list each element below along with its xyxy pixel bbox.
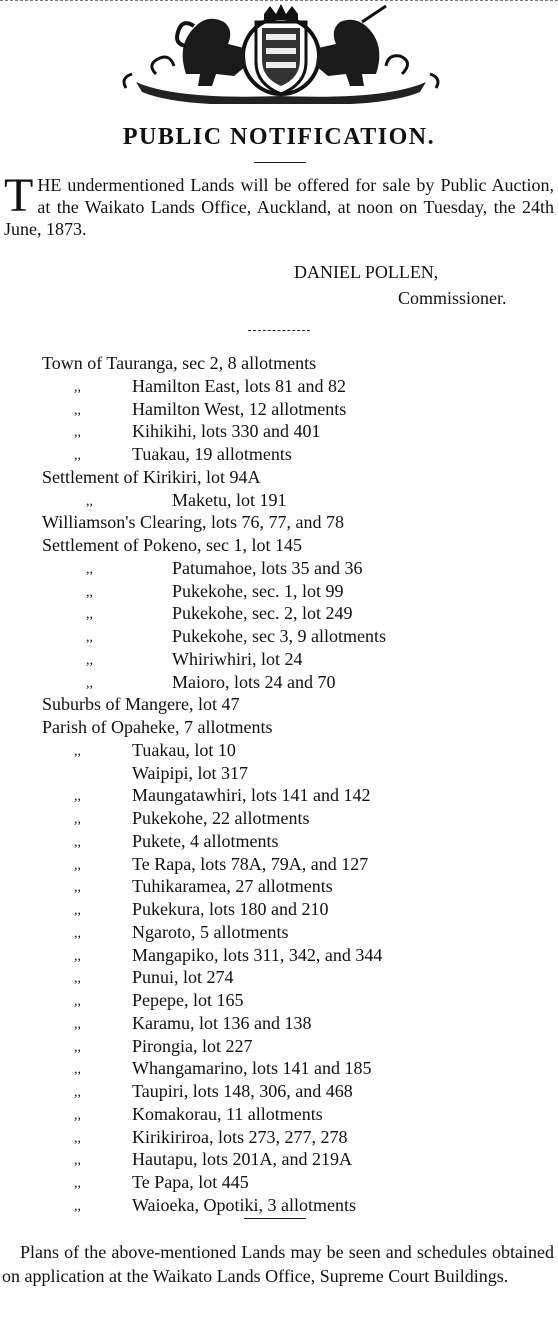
ditto-mark: ,, <box>86 630 93 645</box>
land-list-item <box>0 1103 558 1126</box>
land-list-item <box>0 944 558 967</box>
land-entry-text: Whangamarino, lots 141 and 185 <box>132 1058 372 1079</box>
ditto-mark: ,, <box>74 925 81 941</box>
footer-paragraph: Plans of the above-mentioned Lands may be seen and schedules obtained on application at the Waikato Lands Office, Supreme Court Buildings. <box>2 1242 554 1286</box>
land-entry-text: Mangapiko, lots 311, 342, and 344 <box>132 944 383 965</box>
land-list-item <box>0 921 558 944</box>
ditto-mark: ,, <box>74 1085 81 1100</box>
land-entry-text: Hautapu, lots 201A, and 219A <box>132 1149 352 1170</box>
land-list-item <box>0 466 558 489</box>
land-list-item <box>0 1035 558 1058</box>
land-entry-text: Pirongia, lot 227 <box>132 1035 253 1056</box>
land-list-item <box>0 1126 558 1149</box>
land-list-item <box>0 398 558 421</box>
royal-coat-of-arms-icon <box>116 4 446 104</box>
land-list-item <box>0 1148 558 1171</box>
land-entry-text: Tuhikaramea, 27 allotments <box>132 876 333 897</box>
land-list-item <box>0 625 558 648</box>
land-list-item <box>0 739 558 762</box>
land-entry-text: Ngaroto, 5 allotments <box>132 921 289 942</box>
ditto-mark: ,, <box>86 561 93 577</box>
land-entry-text: Tuakau, 19 allotments <box>132 444 292 464</box>
ditto-mark: ,, <box>74 1016 81 1032</box>
land-list-item <box>0 580 558 603</box>
ditto-mark: ,, <box>74 880 81 896</box>
land-entry-text: Punui, lot 274 <box>132 967 234 988</box>
title-divider <box>254 162 306 163</box>
land-entry-text: Kirikiriroa, lots 273, 277, 278 <box>132 1126 348 1147</box>
notice-lead-paragraph <box>4 169 554 240</box>
ditto-mark: ,, <box>74 948 81 964</box>
land-entry-text: Pukekohe, sec. 1, lot 99 <box>172 580 344 601</box>
ditto-mark: ,, <box>74 857 81 873</box>
land-entry-text: Waioeka, Opotiki, 3 allotments <box>132 1194 357 1215</box>
land-entry-text: Pukekohe, sec. 2, lot 249 <box>172 603 353 624</box>
land-list-item <box>0 489 558 512</box>
land-list-item <box>0 875 558 898</box>
land-entry-text: Patumahoe, lots 35 and 36 <box>172 557 363 578</box>
land-entry-text: Pukete, 4 allotments <box>132 830 279 851</box>
land-entry-text: Maketu, lot 191 <box>172 489 287 510</box>
land-entry-text: Pukekura, lots 180 and 210 <box>132 899 329 919</box>
land-list-item <box>0 784 558 807</box>
drop-cap: T <box>4 169 34 222</box>
land-list-item <box>0 762 558 785</box>
land-list-item <box>0 1194 558 1217</box>
land-list-item <box>0 830 558 853</box>
ditto-mark: ,, <box>74 789 81 805</box>
land-list-item <box>0 1057 558 1080</box>
land-entry-text: Te Papa, lot 445 <box>132 1172 249 1192</box>
ditto-mark: ,, <box>74 402 81 418</box>
land-list-item <box>0 511 558 534</box>
land-list-item <box>0 966 558 989</box>
land-list-item <box>0 1080 558 1103</box>
signature-name: DANIEL POLLEN, <box>294 262 439 282</box>
ditto-mark: ,, <box>74 1176 81 1191</box>
land-entry-text: Maioro, lots 24 and 70 <box>172 671 336 692</box>
ditto-mark: ,, <box>86 584 93 600</box>
land-list-item <box>0 693 558 716</box>
ditto-mark: ,, <box>74 812 81 827</box>
list-divider <box>244 1218 306 1219</box>
ditto-mark: ,, <box>74 1107 81 1123</box>
land-list-item <box>0 420 558 443</box>
ditto-mark: ,, <box>74 448 81 463</box>
ditto-mark: ,, <box>86 493 93 509</box>
land-list <box>0 352 558 1217</box>
ditto-mark: ,, <box>74 971 81 987</box>
land-entry-text: Town of Tauranga, sec 2, 8 allotments <box>42 353 317 373</box>
land-entry-text: Komakorau, 11 allotments <box>132 1103 323 1124</box>
land-list-item <box>0 602 558 625</box>
land-entry-text: Kihikihi, lots 330 and 401 <box>132 421 321 442</box>
land-list-item <box>0 671 558 694</box>
land-entry-text: Hamilton East, lots 81 and 82 <box>132 375 346 396</box>
ditto-mark: ,, <box>86 607 93 623</box>
signature-role: Commissioner. <box>398 288 507 308</box>
land-entry-text: Waipipi, lot 317 <box>132 762 249 783</box>
land-entry-text: Settlement of Pokeno, sec 1, lot 145 <box>42 535 302 555</box>
land-entry-text: Pukekohe, sec 3, 9 allotments <box>172 626 386 646</box>
land-list-item <box>0 853 558 876</box>
land-list-item <box>0 898 558 921</box>
land-list-item <box>0 648 558 671</box>
land-list-item <box>0 807 558 830</box>
land-entry-text: Suburbs of Mangere, lot 47 <box>42 694 240 715</box>
land-list-item <box>0 716 558 739</box>
ditto-mark: ,, <box>74 1153 81 1169</box>
ditto-mark: ,, <box>74 379 81 395</box>
land-entry-text: Williamson's Clearing, lots 76, 77, and 78 <box>42 512 344 533</box>
ditto-mark: ,, <box>74 743 81 759</box>
land-entry-text: Pepepe, lot 165 <box>132 990 244 1010</box>
land-list-item <box>0 375 558 398</box>
land-list-item <box>0 352 558 375</box>
land-entry-text: Tuakau, lot 10 <box>132 739 236 760</box>
ditto-mark: ,, <box>74 1062 81 1078</box>
section-divider <box>248 330 310 331</box>
land-entry-text: Karamu, lot 136 and 138 <box>132 1012 312 1033</box>
top-border <box>0 0 558 3</box>
lead-text: HE undermentioned Lands will be offered for sale by Public Auction, at the Waikato Lands Office, Auckland, at noon on Tuesday, the 24th June, 1873. <box>4 175 554 239</box>
land-entry-text: Parish of Opaheke, 7 allotments <box>42 717 273 737</box>
land-entry-text: Taupiri, lots 148, 306, and 468 <box>132 1081 353 1101</box>
ditto-mark: ,, <box>74 994 81 1009</box>
notice-title: PUBLIC NOTIFICATION. <box>122 124 436 150</box>
land-entry-text: Te Rapa, lots 78A, 79A, and 127 <box>132 853 369 874</box>
ditto-mark: ,, <box>74 1198 81 1214</box>
land-entry-text: Settlement of Kirikiri, lot 94A <box>42 466 261 487</box>
ditto-mark: ,, <box>74 903 81 918</box>
land-list-item <box>0 1012 558 1035</box>
ditto-mark: ,, <box>86 675 93 691</box>
land-entry-text: Hamilton West, 12 allotments <box>132 398 347 419</box>
ditto-mark: ,, <box>74 1039 81 1055</box>
ditto-mark: ,, <box>86 652 93 668</box>
land-list-item <box>0 534 558 557</box>
land-entry-text: Pukekohe, 22 allotments <box>132 808 310 828</box>
land-list-item <box>0 557 558 580</box>
land-entry-text: Whiriwhiri, lot 24 <box>172 648 303 669</box>
ditto-mark: ,, <box>74 1130 81 1146</box>
land-list-item <box>0 1171 558 1194</box>
land-list-item <box>0 989 558 1012</box>
land-entry-text: Maungatawhiri, lots 141 and 142 <box>132 785 371 806</box>
ditto-mark: ,, <box>74 834 81 850</box>
ditto-mark: ,, <box>74 425 81 441</box>
land-list-item <box>0 443 558 466</box>
